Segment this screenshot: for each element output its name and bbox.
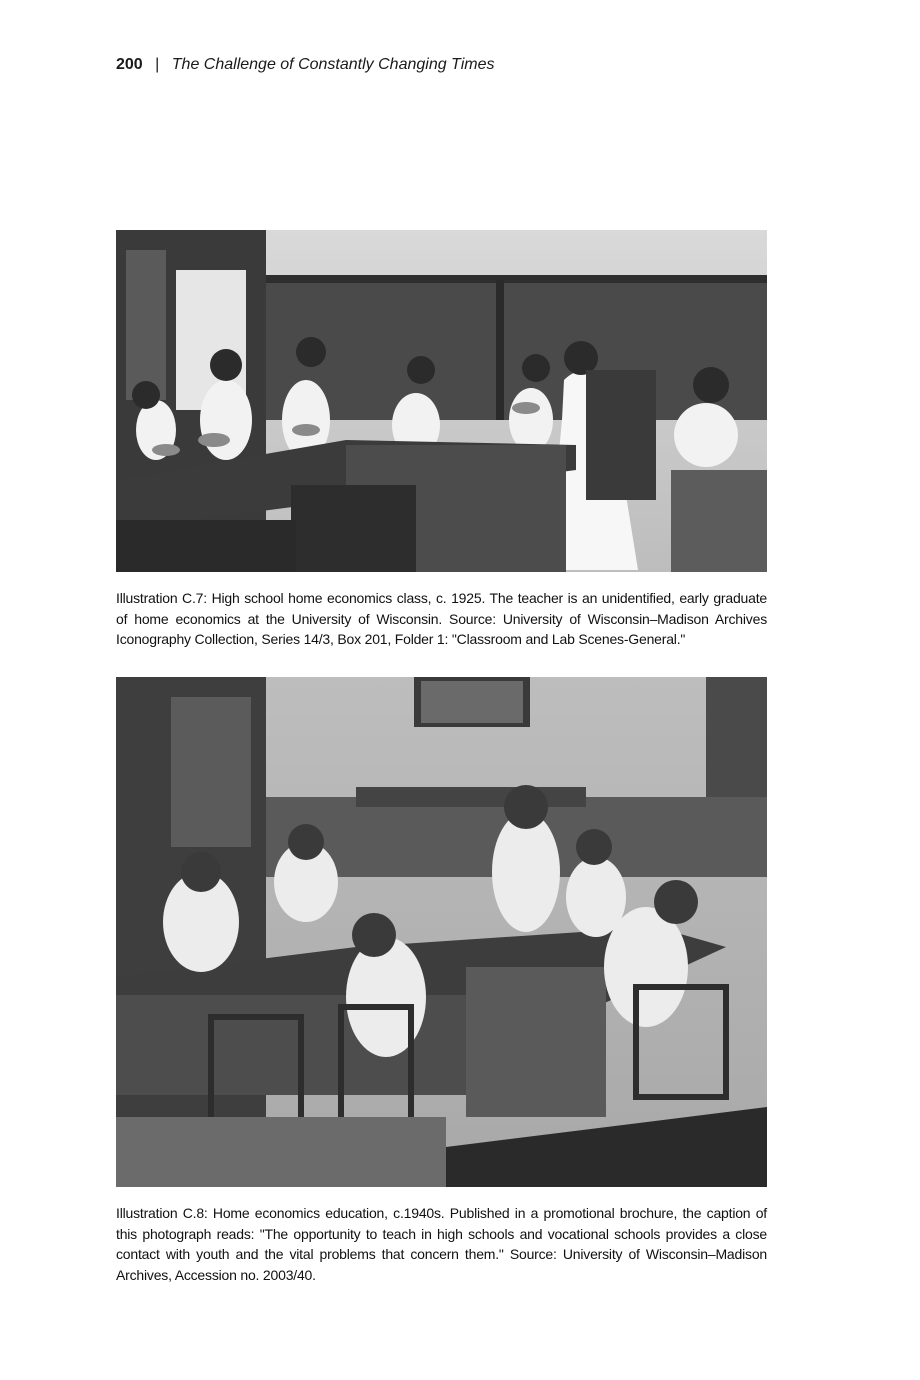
running-title: The Challenge of Constantly Changing Times: [171, 56, 495, 73]
page-number: 200: [116, 56, 143, 73]
running-head: [116, 55, 494, 75]
header-separator: |: [155, 56, 160, 73]
figure-caption-c7: Illustration C.7: High school home economics class, c. 1925. The teacher is an unidentified, early graduate of home economics at the University of Wisconsin. Source: University of Wisconsin–Madison Archives Iconography Collection, Series 14/3, Box 201, Folder 1: "Classroom and Lab Scenes-General.": [116, 590, 767, 647]
photo-cooking-class-image: [116, 230, 767, 572]
photo-sewing-class: [116, 677, 767, 1187]
photo-cooking-class: [116, 230, 767, 572]
photo-sewing-class-image: [116, 677, 767, 1187]
figure-caption-c8: Illustration C.8: Home economics education, c.1940s. Published in a promotional brochure, the caption of this photograph reads: "The opportunity to teach in high schools and vocational schools provides a close contact with youth and the vital problems that concern them." Source: University of Wisconsin–Madison Archives, Accession no. 2003/40.: [116, 1205, 767, 1283]
